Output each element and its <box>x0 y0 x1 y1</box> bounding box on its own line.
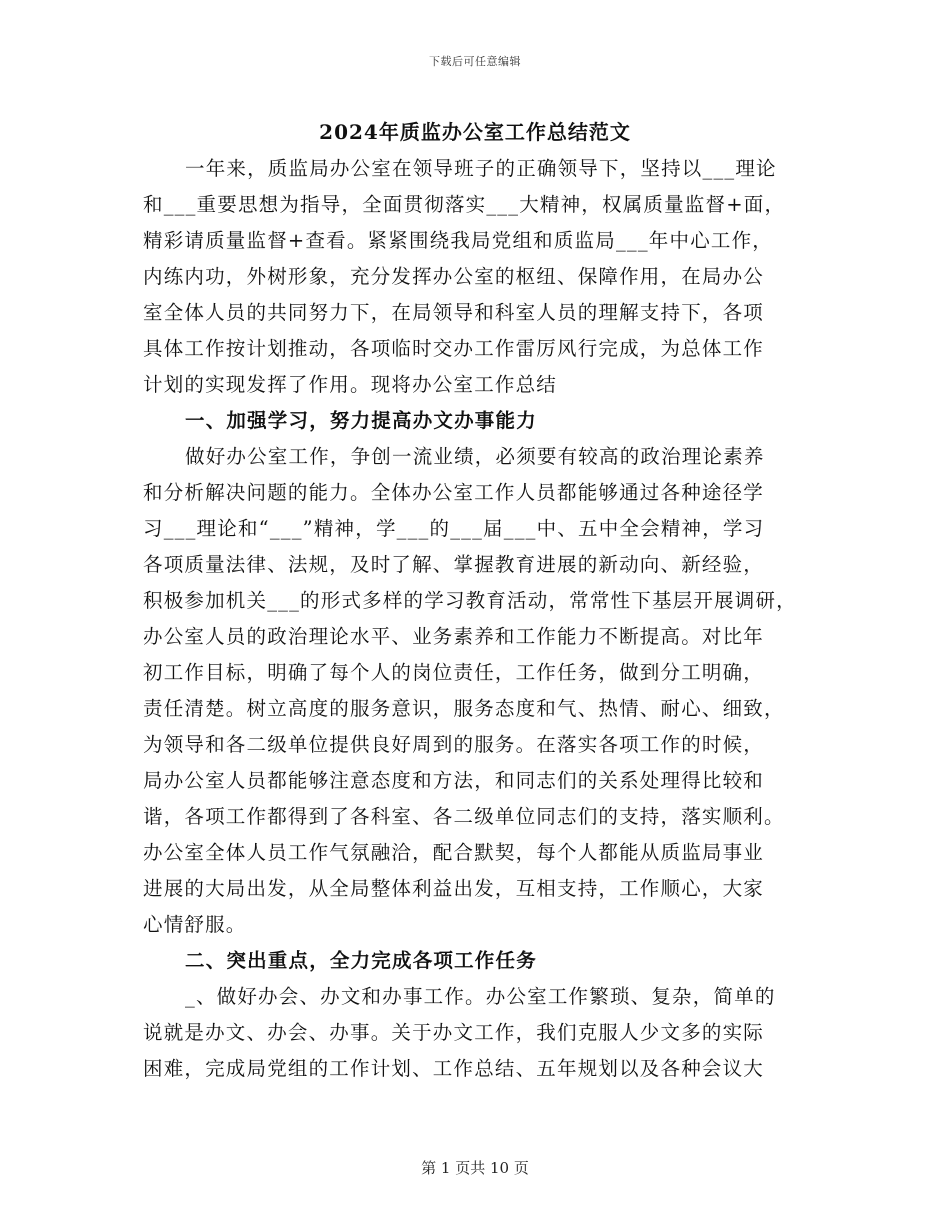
paragraph-line: 局办公室人员都能够注意态度和方法，和同志们的关系处理得比较和 <box>143 769 765 792</box>
paragraph-line: 一年来，质监局办公室在领导班子的正确领导下，坚持以___理论 <box>185 157 777 180</box>
section-heading: 一、加强学习，努力提高办文办事能力 <box>185 409 537 432</box>
paragraph-line: 初工作目标，明确了每个人的岗位责任，工作任务，做到分工明确， <box>143 661 765 684</box>
paragraph-line: 责任清楚。树立高度的服务意识，服务态度和气、热情、耐心、细致， <box>143 697 785 720</box>
paragraph-line: _、做好办会、办文和办事工作。办公室工作繁琐、复杂，简单的 <box>185 985 776 1008</box>
paragraph-line: 各项质量法律、法规，及时了解、掌握教育进展的新动向、新经验， <box>143 553 765 576</box>
paragraph-line: 进展的大局出发，从全局整体利益出发，互相支持，工作顺心，大家 <box>143 877 765 900</box>
paragraph-line: 心情舒服。 <box>143 913 247 936</box>
paragraph-line: 说就是办文、办会、办事。关于办文工作，我们克服人少文多的实际 <box>143 1021 765 1044</box>
paragraph-line: 办公室全体人员工作气氛融洽，配合默契，每个人都能从质监局事业 <box>143 841 765 864</box>
paragraph-line: 室全体人员的共同努力下，在局领导和科室人员的理解支持下，各项 <box>143 301 765 324</box>
page-header-note: 下载后可任意编辑 <box>429 55 521 68</box>
document-body <box>143 151 823 1087</box>
paragraph-line: 计划的实现发挥了作用。现将办公室工作总结 <box>143 373 558 396</box>
paragraph-line: 做好办公室工作，争创一流业绩，必须要有较高的政治理论素养 <box>185 445 765 468</box>
paragraph-line: 习___理论和“___”精神，学___的___届___中、五中全会精神，学习 <box>143 517 765 540</box>
paragraph-line: 办公室人员的政治理论水平、业务素养和工作能力不断提高。对比年 <box>143 625 765 648</box>
paragraph-line: 和分析解决问题的能力。全体办公室工作人员都能够通过各种途径学 <box>143 481 765 504</box>
page-number-footer: 第 1 页共 10 页 <box>421 1159 529 1177</box>
paragraph-line: 内练内功，外树形象，充分发挥办公室的枢纽、保障作用，在局办公 <box>143 265 765 288</box>
paragraph-line: 谐，各项工作都得到了各科室、各二级单位同志们的支持，落实顺利。 <box>143 805 785 828</box>
document-title: 2024年质监办公室工作总结范文 <box>319 120 631 144</box>
section-heading: 二、突出重点，全力完成各项工作任务 <box>185 949 537 972</box>
paragraph-line: 为领导和各二级单位提供良好周到的服务。在落实各项工作的时候， <box>143 733 765 756</box>
paragraph-line: 精彩请质量监督+查看。紧紧围绕我局党组和质监局___年中心工作， <box>143 229 773 252</box>
paragraph-line: 具体工作按计划推动，各项临时交办工作雷厉风行完成，为总体工作 <box>143 337 765 360</box>
paragraph-line: 积极参加机关___的形式多样的学习教育活动，常常性下基层开展调研， <box>143 589 797 612</box>
paragraph-line: 和___重要思想为指导，全面贯彻落实___大精神，权属质量监督+面， <box>143 193 786 216</box>
paragraph-line: 困难，完成局党组的工作计划、工作总结、五年规划以及各种会议大 <box>143 1057 765 1080</box>
